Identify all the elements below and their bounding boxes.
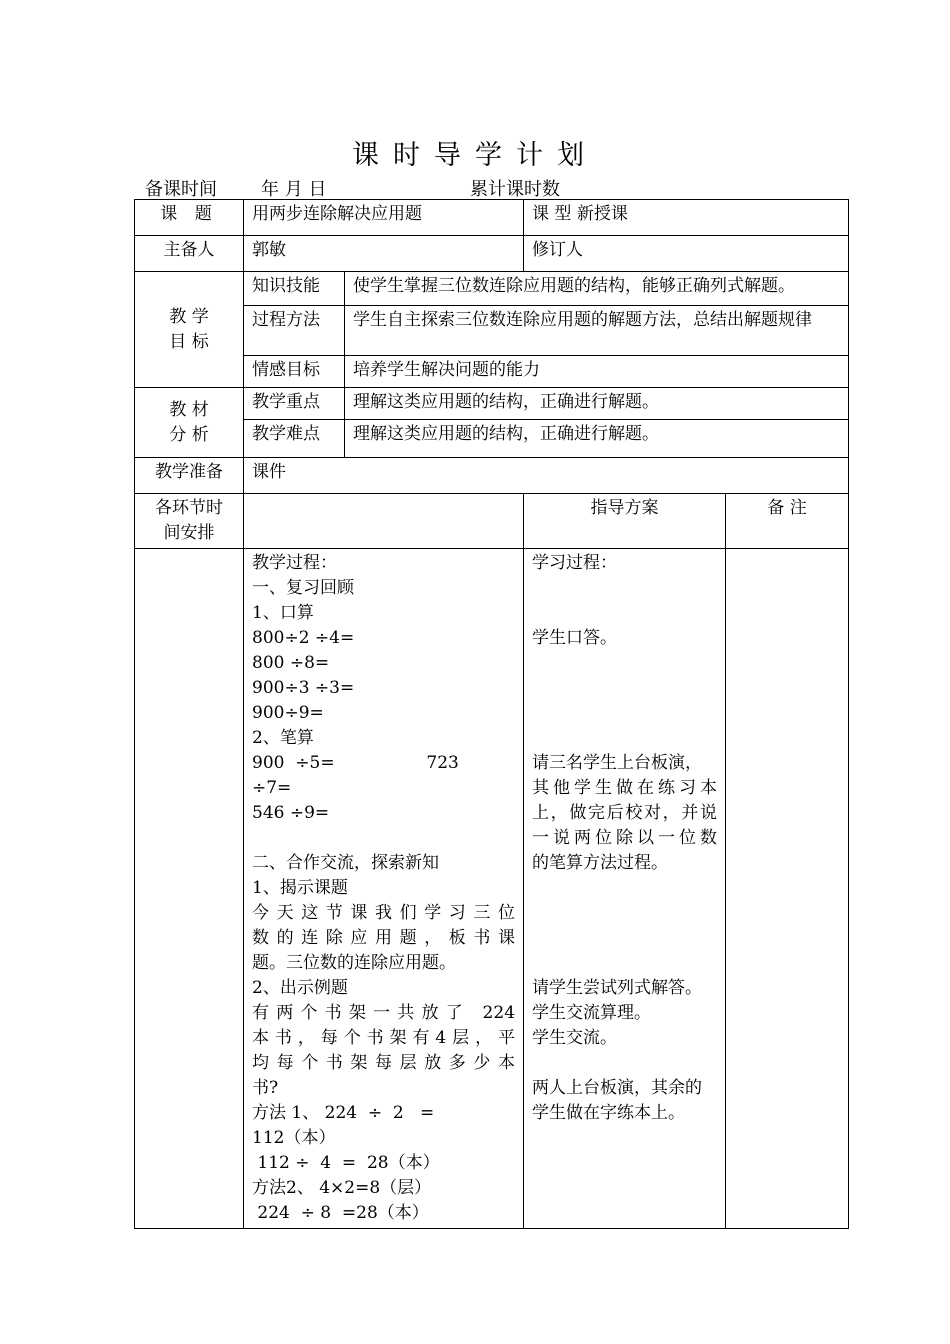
teaching-line: 均每个书架每层放多少本 xyxy=(252,1053,516,1073)
lesson-plan-table xyxy=(134,199,849,1229)
learning-line: 请学生尝试列式解答。 xyxy=(532,978,703,998)
date-placeholder: 年 月 日 xyxy=(261,179,327,200)
teaching-line: 112 ÷ 4 = 28（本） xyxy=(252,1153,440,1173)
type-label: 课 型 xyxy=(532,204,572,224)
type-value: 新授课 xyxy=(576,204,628,224)
notes-cell xyxy=(726,549,849,1229)
teaching-line: 546 ÷9= xyxy=(252,803,330,823)
preparer-value: 郭敏 xyxy=(244,236,524,272)
learning-line: 上，做完后校对，并说 xyxy=(532,803,718,823)
schedule-label-line2: 间安排 xyxy=(163,523,215,543)
teaching-line: 1、口算 xyxy=(252,603,314,623)
teaching-line: ÷7= xyxy=(252,778,292,798)
learning-line: 学生交流算理。 xyxy=(532,1003,652,1023)
learning-line xyxy=(532,1051,717,1076)
prep-value: 课件 xyxy=(244,458,849,494)
teaching-line: 本书，每个书架有4层，平 xyxy=(252,1028,516,1048)
prep-label: 教学准备 xyxy=(135,458,244,494)
teaching-line: 2、出示例题 xyxy=(252,978,348,998)
learning-line xyxy=(532,951,717,976)
learning-line: 学生交流。 xyxy=(532,1028,618,1048)
teaching-line xyxy=(252,826,515,851)
learning-line: 学习过程： xyxy=(532,553,618,573)
teaching-line: 方法2、 4×2=8（层） xyxy=(252,1178,432,1198)
goal-value-knowledge: 使学生掌握三位数连除应用题的结构，能够正确列式解题。 xyxy=(345,272,849,306)
schedule-label xyxy=(135,494,244,549)
teaching-line: 方法 1、 224 ÷ 2 = xyxy=(252,1103,435,1123)
learning-line: 学生口答。 xyxy=(532,628,618,648)
schedule-cell xyxy=(135,549,244,1229)
learning-line: 两人上台板演，其余的 xyxy=(532,1078,703,1098)
goals-label-line2: 目 标 xyxy=(169,331,209,352)
learning-line xyxy=(532,651,717,676)
learning-line xyxy=(532,901,717,926)
goal-label-knowledge: 知识技能 xyxy=(244,272,345,306)
teaching-line: 一、复习回顾 xyxy=(252,578,354,598)
teaching-line: 题。三位数的连除应用题。 xyxy=(252,953,456,973)
learning-line: 其他学生做在练习本 xyxy=(532,778,718,798)
page-title: 课时导学计划 xyxy=(352,140,598,171)
learning-line: 学生做在字练本上。 xyxy=(532,1103,686,1123)
analysis-label-difficulty: 教学难点 xyxy=(244,420,345,458)
teaching-line: 800÷2 ÷4= xyxy=(252,628,355,648)
teaching-line: 900÷3 ÷3= xyxy=(252,678,355,698)
goal-value-process: 学生自主探索三位数连除应用题的解题方法，总结出解题规律 xyxy=(345,306,849,356)
teaching-line: 2、笔算 xyxy=(252,728,314,748)
teaching-line: 有两个书架一共放了 224 xyxy=(252,1003,516,1023)
header-meta xyxy=(145,175,845,200)
teaching-process-cell xyxy=(244,549,524,1229)
reviser-label: 修订人 xyxy=(524,236,849,272)
type-cell xyxy=(524,200,849,236)
teaching-line: 1、揭示课题 xyxy=(252,878,348,898)
preparer-label: 主备人 xyxy=(135,236,244,272)
teaching-line: 112（本） xyxy=(252,1128,336,1148)
analysis-label-line2: 分 析 xyxy=(169,424,209,445)
learning-line xyxy=(532,726,717,751)
learning-line xyxy=(532,876,717,901)
teaching-line: 900 ÷5= 723 xyxy=(252,753,459,773)
teaching-line: 900÷9= xyxy=(252,703,324,723)
goals-label xyxy=(135,272,244,388)
total-hours-label: 累计课时数 xyxy=(470,179,560,200)
analysis-label xyxy=(135,388,244,458)
analysis-label-focus: 教学重点 xyxy=(244,388,345,420)
teaching-line: 数的连除应用题，板书课 xyxy=(252,928,516,948)
learning-line: 请三名学生上台板演， xyxy=(532,753,703,773)
teaching-line: 今天这节课我们学习三位 xyxy=(252,903,516,923)
analysis-value-difficulty: 理解这类应用题的结构，正确进行解题。 xyxy=(345,420,849,458)
prep-time-label: 备课时间 xyxy=(145,179,217,200)
teaching-line: 二、合作交流，探索新知 xyxy=(252,853,439,873)
goal-label-emotion: 情感目标 xyxy=(244,356,345,388)
goal-label-process: 过程方法 xyxy=(244,306,345,356)
analysis-value-focus: 理解这类应用题的结构，正确进行解题。 xyxy=(345,388,849,420)
teaching-line: 800 ÷8= xyxy=(252,653,330,673)
teaching-line: 224 ÷ 8 =28（本） xyxy=(252,1203,429,1223)
learning-line: 一说两位除以一位数 xyxy=(532,828,718,848)
topic-label: 课 题 xyxy=(135,200,244,236)
goals-label-line1: 教 学 xyxy=(169,306,209,327)
learning-line: 的笔算方法过程。 xyxy=(532,853,669,873)
learning-line xyxy=(532,701,717,726)
schedule-label-line1: 各环节时 xyxy=(155,498,223,518)
topic-value: 用两步连除解决应用题 xyxy=(244,200,524,236)
teaching-header-blank xyxy=(244,494,524,549)
teaching-line: 教学过程： xyxy=(252,553,337,573)
learning-line xyxy=(532,676,717,701)
learning-line xyxy=(532,926,717,951)
notes-header: 备 注 xyxy=(726,494,849,549)
guide-header: 指导方案 xyxy=(524,494,726,549)
analysis-label-line1: 教 材 xyxy=(169,399,209,420)
learning-line xyxy=(532,601,717,626)
learning-process-cell xyxy=(524,549,726,1229)
goal-value-emotion: 培养学生解决问题的能力 xyxy=(345,356,849,388)
teaching-line: 书? xyxy=(252,1078,279,1098)
learning-line xyxy=(532,576,717,601)
